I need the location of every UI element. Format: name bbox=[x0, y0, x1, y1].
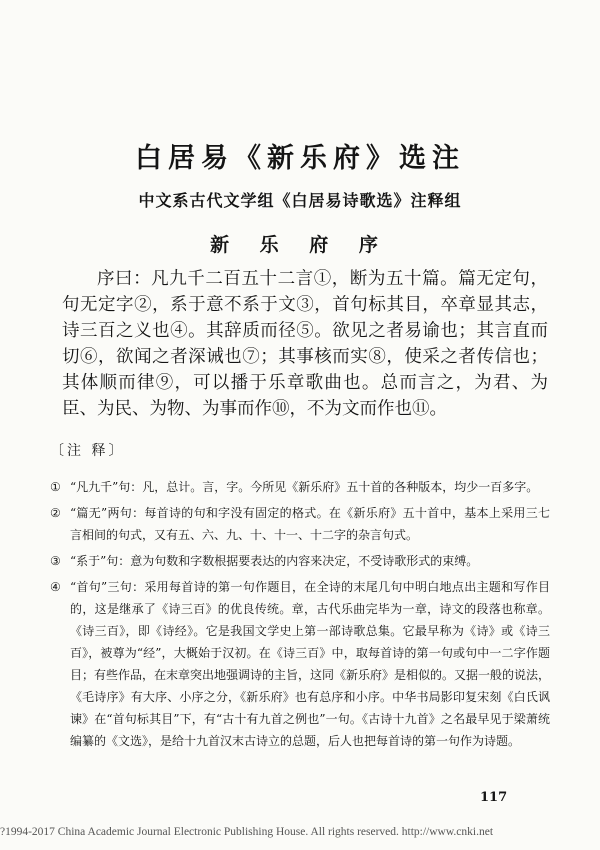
note-text: “篇无”两句：每首诗的句和字没有固定的格式。在《新乐府》五十首中，基本上采用三七言相间的句式，又有五、六、九、十、十一、十二字的杂言句式。 bbox=[70, 506, 550, 542]
note-number: ④ bbox=[50, 580, 61, 594]
article-title: 白居易《新乐府》选注 bbox=[135, 143, 465, 174]
note-item bbox=[50, 576, 550, 752]
notes-list bbox=[50, 476, 550, 756]
preface-paragraph: 序曰：凡九千二百五十二言①，断为五十篇。篇无定句，句无定字②，系于意不系于文③，首句标其目，卒章显其志，诗三百之义也④。其辞质而径⑤。欲见之者易谕也；其言直而切⑥，欲闻之者深诫也⑦；其事核而实⑧，使采之者传信也；其体顺而律⑨，可以播于乐章歌曲也。总而言之，为君、为臣、为民、为物、为事而作⑩，不为文而作也⑪。 bbox=[62, 269, 548, 419]
copyright-footer: ?1994-2017 China Academic Journal Electronic Publishing House. All rights reserved. http://www.cnki.net bbox=[0, 826, 494, 838]
notes-heading: 〔注 释〕 bbox=[50, 443, 126, 459]
note-item bbox=[50, 476, 550, 498]
preface-text bbox=[62, 266, 548, 422]
note-number: ① bbox=[50, 480, 61, 494]
note-number: ② bbox=[50, 506, 61, 520]
author-line: 中文系古代文学组《白居易诗歌选》注释组 bbox=[138, 191, 462, 210]
note-number: ③ bbox=[50, 554, 61, 568]
page-number: 117 bbox=[480, 790, 508, 805]
section-subtitle: 新 乐 府 序 bbox=[210, 234, 390, 256]
note-text: “凡九千”句：凡，总计。言，字。今所见《新乐府》五十首的各种版本，均少一百多字。 bbox=[70, 480, 539, 494]
note-text: “系于”句：意为句数和字数根据要表达的内容来决定，不受诗歌形式的束缚。 bbox=[70, 554, 479, 568]
note-item bbox=[50, 502, 550, 546]
note-text: “首句”三句：采用每首诗的第一句作题目，在全诗的末尾几句中明白地点出主题和写作目的，这是继承了《诗三百》的优良传统。章，古代乐曲完毕为一章，诗文的段落也称章。《诗三百》，即《诗经》。它是我国文学史上第一部诗歌总集。它最早称为《诗》或《诗三百》，被尊为“经”，大概始于汉初。在《诗三百》中，取每首诗的第一句或句中一二字作题目；有些作品，在末章突出地强调诗的主旨，这同《新乐府》是相似的。又据一般的说法，《毛诗序》有大序、小序之分，《新乐府》也有总序和小序。中华书局影印复宋刻《白氏讽谏》在“首句标其目”下，有“古十有九首之例也”一句。《古诗十九首》之名最早见于梁萧统编纂的《文选》，是给十九首汉末古诗立的总题，后人也把每首诗的第一句作为诗题。 bbox=[70, 580, 551, 748]
note-item bbox=[50, 550, 550, 572]
